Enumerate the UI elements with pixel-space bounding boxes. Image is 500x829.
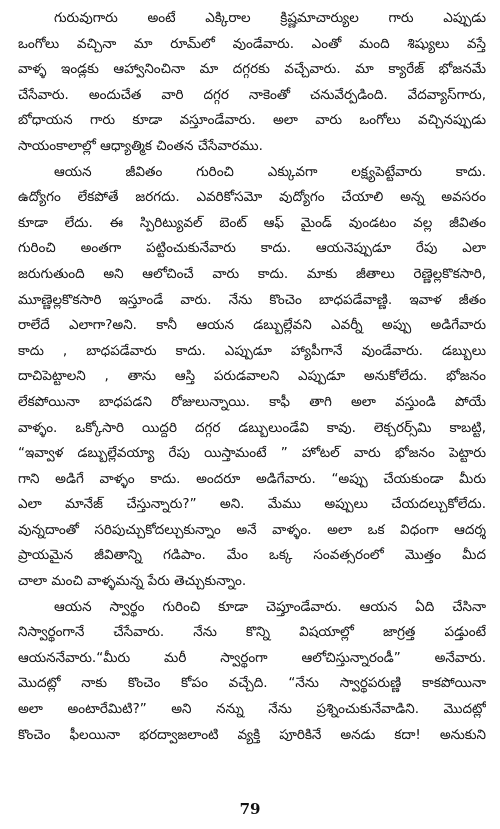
- text-line: జరుగుతుంది అని ఆలోచించే వారు కాదు. మాకు జీతాలు రెణ్ణెల్లకొకసారి,: [18, 265, 486, 282]
- text-line: ఉద్యోగం లేకపోతే జరగదు. ఎవరికోసమో వుద్యోగం చేయాలి అన్న అవసరం: [18, 189, 486, 206]
- text-line: చేసేవారు. అందుచేత వారి దగ్గర నాకెంతో చనువేర్పడింది. వేదవ్యాస్‌గారు,: [18, 86, 486, 103]
- text-line: వాళ్ళం. ఒక్కోసారి యిద్దరి దగ్గర డబ్బులుండేవి కావు. లెక్చరర్స్‌మి కాబట్టి,: [18, 419, 486, 436]
- text-line: అలా అంటారేమిటి?” అని నన్ను నేను ప్రశ్నించుకునేవాడిని. మొదట్లో: [18, 701, 486, 718]
- text-line: కొంచెం ఫీలయినా భరద్వాజలాంటి వ్యక్తి పూరికినే అనడు కదా! అనుకుని: [18, 726, 486, 743]
- text-line: మొదట్లో నాకు కొంచెం కోపం వచ్చేది. “నేను స్వార్థపరుణ్ణి కాకపోయినా: [18, 675, 486, 692]
- text-line: గురువుగారు అంటే ఎక్కిరాల క్రిష్ణమాచార్యుల గారు ఎప్పుడు: [54, 10, 486, 26]
- text-line: కూడా లేదు. ఈ స్పిరిట్యువల్ బెంట్ ఆఫ్ మైండ్ వుండటం వల్ల జీవితం: [18, 214, 486, 231]
- text-line: ప్రాయమైన జీవితాన్ని గడిపాం. మేం ఒక్క సంవత్సరంలో మొత్తం మీద: [18, 547, 486, 564]
- paragraph-2: [18, 160, 486, 595]
- text-line: గురించి అంతగా పట్టించుకునేవారు కాదు. ఆయనెప్పుడూ రేపు ఎలా: [18, 240, 486, 257]
- text-line: ఆయననేవారు.“మీరు మరీ స్వార్థంగా ఆలోచిస్తున్నారండీ” అనేవారు.: [18, 649, 486, 666]
- text-line: లేకపోయినా బాధపడని రోజులున్నాయి. కాఫీ తాగి అలా వస్తుండి పోయే: [18, 393, 486, 410]
- text-line: మూణ్ణెల్లకొకసారి ఇస్తూండే వారు. నేను కొంచెం బాధపడేవాణ్ణి. ఇవాళ జీతం: [18, 291, 486, 308]
- text-line: దాచిపెట్టాలని , తాను ఆస్తి పరుడవాలని ఎప్పుడూ అనుకోలేదు. భోజనం: [18, 368, 486, 385]
- text-line: చాలా మంచి వాళ్ళమన్న పేరు తెచ్చుకున్నాం.: [18, 573, 247, 590]
- text-line: బోధాయన గారు కూడా వస్తూండేవారు. అలా వారు ఒంగోలు వచ్చినప్పుడు: [18, 112, 486, 129]
- text-line: “ఇవ్వాళ డబ్బుల్లేవయ్యా రేపు యిస్తామంటే ” హోటల్ వారు భోజనం పెట్టారు: [18, 445, 486, 462]
- text-line: నిస్వార్థంగానే చేసేవారు. నేను కొన్ని విషయాల్లో జాగ్రత్త పడ్తుంటే: [18, 624, 486, 641]
- text-line: ఆయన స్వార్థం గురించి కూడా చెప్తూండేవారు. ఆయన ఏది చేసినా: [54, 598, 486, 615]
- text-line: వాళ్ళ ఇండ్లకు ఆహ్వానించినా మా దగ్గరకు వచ్చేవారు. మా క్యారేజ్ భోజనమే: [18, 61, 486, 78]
- text-line: ఆయన జీవితం గురించి ఎక్కువగా లక్ష్యపెట్టేవారు కాదు.: [54, 163, 486, 180]
- text-line: సాయంకాలాల్లో ఆధ్యాత్మిక చింతన చేసేవారము.: [18, 137, 263, 154]
- page-number: 79: [239, 800, 261, 818]
- paragraph-1: [18, 6, 486, 160]
- text-line: గాని అడిగే వాళ్ళం కాదు. అందరూ అడిగేవారు. “అప్పు చేయకుండా మీరు: [18, 470, 486, 487]
- text-line: రాలేదే ఎలాగా?అని. కానీ ఆయన డబ్బుల్లేవని ఎవర్నీ అప్పు అడిగేవారు: [18, 317, 486, 334]
- text-line: కాదు , బాధపడేవారు కాదు. ఎప్పుడూ హ్యాపీగానే వుండేవారు. డబ్బులు: [18, 342, 486, 359]
- text-line: ఒంగోలు వచ్చినా మా రూమ్‌లో వుండేవారు. ఎంతో మంది శిష్యులు వస్తే: [18, 35, 486, 52]
- text-line: వున్నదాంతో సరిపుచ్చుకోదల్చుకున్నాం అనే వాళ్ళం. అలా ఒక విధంగా ఆదర్శ: [18, 521, 486, 538]
- text-line: ఎలా మానేజ్ చేస్తున్నారు?” అని. మేము అప్పులు చేయదల్చుకోలేదు.: [18, 496, 486, 513]
- paragraph-3: [18, 595, 486, 749]
